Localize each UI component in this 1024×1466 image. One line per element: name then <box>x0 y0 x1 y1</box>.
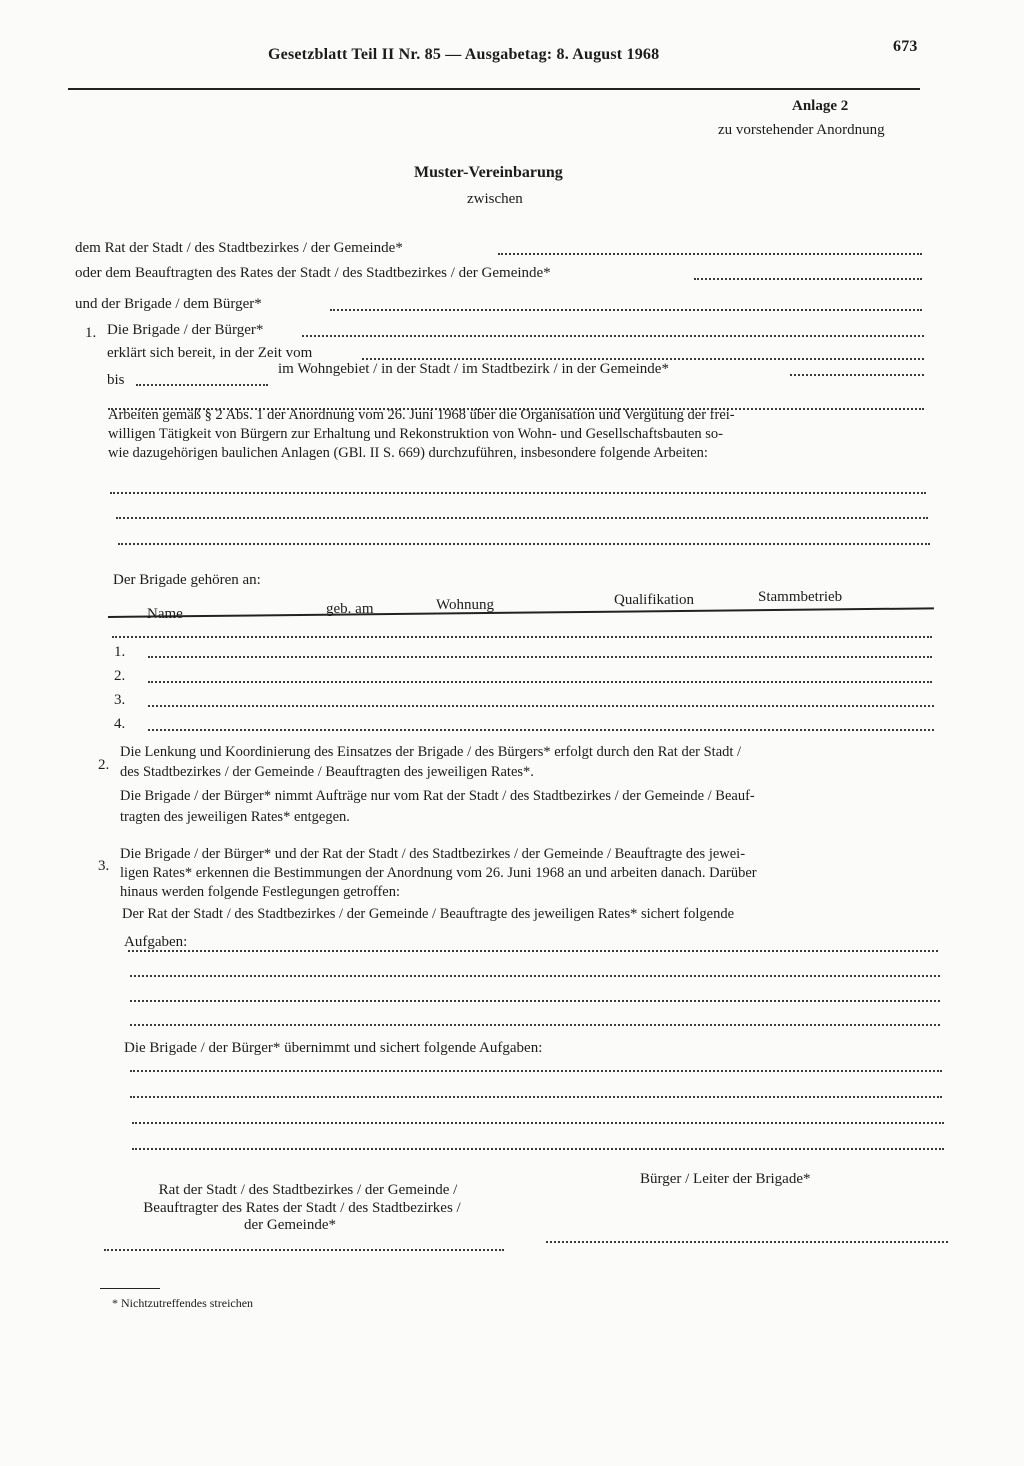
council-tasks-label: Der Rat der Stadt / des Stadtbezirkes / der Gemeinde / Beauftragte des jeweiligen Rates* sichert folgende <box>122 906 735 922</box>
header-rule <box>68 88 920 90</box>
brigade-tasks-blank[interactable] <box>130 1070 942 1072</box>
council-tasks-label: Aufgaben: <box>124 934 188 950</box>
party-council-label: dem Rat der Stadt / des Stadtbezirkes / der Gemeinde* <box>75 240 403 256</box>
document-subtitle: zwischen <box>467 191 523 207</box>
col-header-qualification: Qualifikation <box>614 592 694 608</box>
table-row-blank[interactable] <box>148 681 932 683</box>
section-1-para-line: willigen Tätigkeit von Bürgern zur Erhaltung und Rekonstruktion von Wohn- und Gesellschaftsbauten so- <box>108 426 723 442</box>
brigade-tasks-label: Die Brigade / der Bürger* übernimmt und sichert folgende Aufgaben: <box>124 1040 543 1056</box>
council-tasks-blank[interactable] <box>128 950 938 952</box>
council-tasks-blank[interactable] <box>130 1024 940 1026</box>
col-header-birthdate: geb. am <box>326 601 374 617</box>
party-representative-label: oder dem Beauftragten des Rates der Stadt / des Stadtbezirkes / der Gemeinde* <box>75 265 551 281</box>
brigade-intro: Der Brigade gehören an: <box>113 572 261 588</box>
table-row-number: 4. <box>114 716 126 732</box>
section-1-number: 1. <box>85 325 97 341</box>
party-council-blank[interactable] <box>498 253 922 255</box>
section-1-label: Die Brigade / der Bürger* <box>107 322 264 338</box>
section-1-brigade-blank[interactable] <box>302 335 924 337</box>
col-header-address: Wohnung <box>436 597 494 613</box>
section-2-para-line: tragten des jeweiligen Rates* entgegen. <box>120 809 350 825</box>
table-row-blank[interactable] <box>148 656 932 658</box>
signature-left-label: Rat der Stadt / des Stadtbezirkes / der Gemeinde / <box>158 1182 458 1198</box>
brigade-tasks-blank[interactable] <box>132 1148 944 1150</box>
table-row-number: 2. <box>114 668 126 684</box>
table-header-rule <box>108 607 934 618</box>
section-1-area-blank[interactable] <box>790 374 924 376</box>
annex-reference: zu vorstehender Anordnung <box>718 122 885 138</box>
section-1-period-to-blank[interactable] <box>136 384 268 386</box>
section-3-para-line: Die Brigade / der Bürger* und der Rat der Stadt / des Stadtbezirkes / der Gemeinde / Beauftragte des jewei- <box>120 846 746 862</box>
section-1-work-blank[interactable] <box>110 492 926 494</box>
section-1-work-blank[interactable] <box>116 517 928 519</box>
col-header-name: Name <box>147 606 183 622</box>
table-row-blank[interactable] <box>148 729 934 731</box>
section-1-area-label: im Wohngebiet / in der Stadt / im Stadtbezirk / in der Gemeinde* <box>278 361 669 377</box>
signature-left-line[interactable] <box>104 1249 504 1251</box>
section-3-para-line: ligen Rates* erkennen die Bestimmungen der Anordnung vom 26. Juni 1968 an und arbeiten danach. Darüber <box>120 865 757 881</box>
page-number: 673 <box>893 38 918 55</box>
section-2-para-line: Die Brigade / der Bürger* nimmt Aufträge nur vom Rat der Stadt / des Stadtbezirkes / der Gemeinde / Beauf- <box>120 788 755 804</box>
annex-label: Anlage 2 <box>792 98 849 114</box>
signature-left-label: Beauftragter des Rates der Stadt / des Stadtbezirkes / <box>143 1200 461 1216</box>
brigade-tasks-blank[interactable] <box>132 1122 944 1124</box>
section-1-para-line: Arbeiten gemäß § 2 Abs. 1 der Anordnung vom 26. Juni 1968 über die Organisation und Vergütung der frei- <box>108 407 735 423</box>
signature-right-label: Bürger / Leiter der Brigade* <box>640 1171 811 1187</box>
table-row-blank[interactable] <box>148 705 934 707</box>
section-1-period-from-blank[interactable] <box>362 358 924 360</box>
table-row-blank[interactable] <box>112 636 932 638</box>
party-brigade-label: und der Brigade / dem Bürger* <box>75 296 262 312</box>
table-row-number: 3. <box>114 692 126 708</box>
table-row-number: 1. <box>114 644 126 660</box>
council-tasks-blank[interactable] <box>130 975 940 977</box>
section-3-number: 3. <box>98 858 110 874</box>
col-header-employer: Stammbetrieb <box>758 589 843 605</box>
section-3-para-line: hinaus werden folgende Festlegungen getroffen: <box>120 884 400 900</box>
signature-right-line[interactable] <box>546 1241 948 1243</box>
party-representative-blank[interactable] <box>694 278 922 280</box>
section-1-period-label: erklärt sich bereit, in der Zeit vom <box>107 345 313 361</box>
footnote-rule <box>100 1288 160 1289</box>
brigade-tasks-blank[interactable] <box>130 1096 942 1098</box>
section-1-para-line: wie dazugehörigen baulichen Anlagen (GBl. II S. 669) durchzuführen, insbesondere folgende Arbeiten: <box>108 445 708 461</box>
document-title: Muster-Vereinbarung <box>414 164 563 181</box>
section-1-bis-label: bis <box>107 372 125 388</box>
signature-left-label: der Gemeinde* <box>243 1217 337 1233</box>
party-brigade-blank[interactable] <box>330 309 922 311</box>
section-2-para-line: des Stadtbezirkes / der Gemeinde / Beauftragten des jeweiligen Rates*. <box>120 764 534 780</box>
section-1-work-blank[interactable] <box>118 543 930 545</box>
section-2-number: 2. <box>98 757 110 773</box>
running-title: Gesetzblatt Teil II Nr. 85 — Ausgabetag: 8. August 1968 <box>268 46 660 63</box>
footnote: * Nichtzutreffendes streichen <box>112 1296 254 1310</box>
section-2-para-line: Die Lenkung und Koordinierung des Einsatzes der Brigade / des Bürgers* erfolgt durch den Rat der Stadt / <box>120 744 742 760</box>
council-tasks-blank[interactable] <box>130 1000 940 1002</box>
